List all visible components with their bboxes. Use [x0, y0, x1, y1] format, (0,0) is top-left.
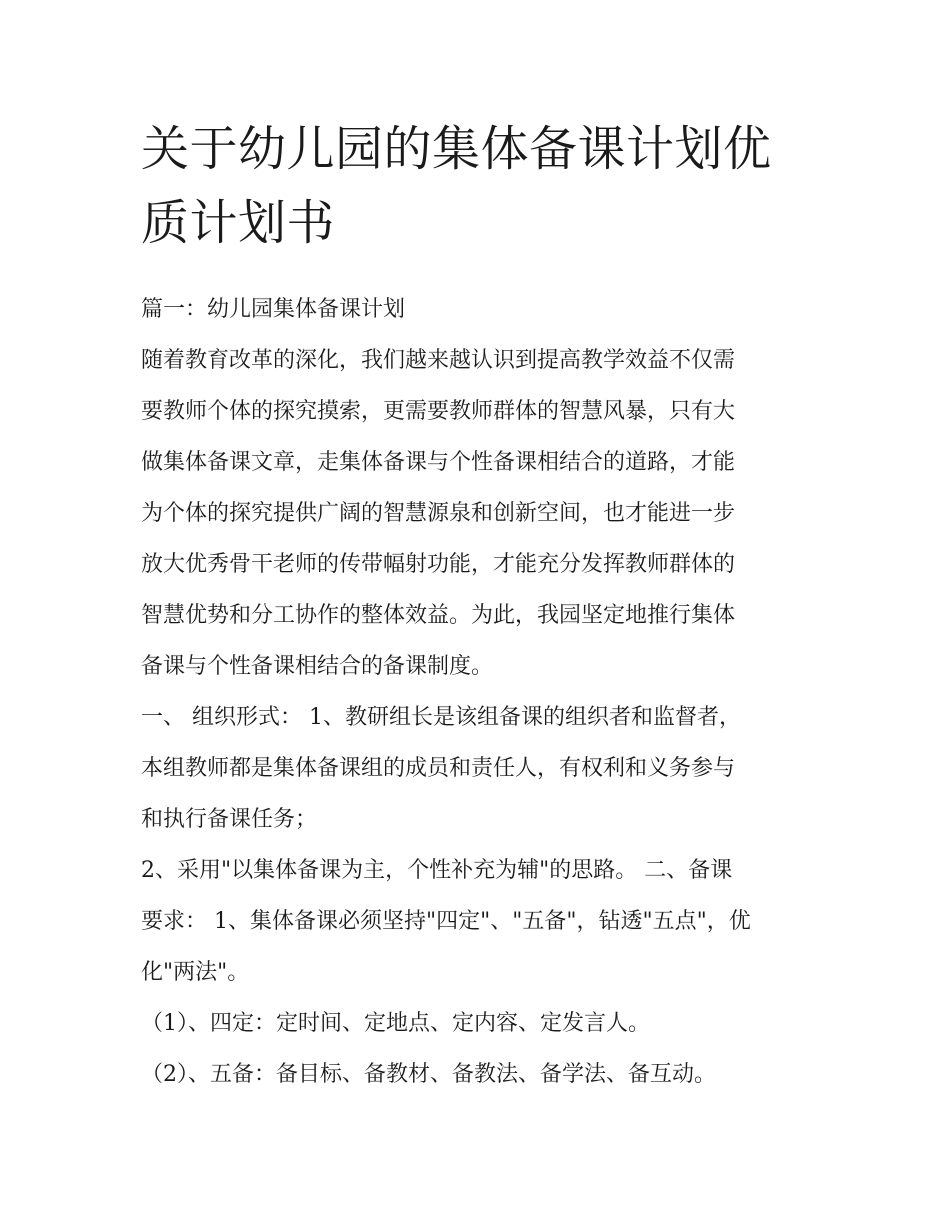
document-title — [141, 112, 821, 260]
paragraph-line: 备课与个性备课相结合的备课制度。 — [141, 654, 494, 679]
paragraph-line: 和执行备课任务； — [141, 807, 318, 832]
list-item: （2）、五备：备目标、备教材、备教法、备学法、备互动。 — [141, 1062, 716, 1087]
paragraph-line: 要求： 1、集体备课必须坚持"四定"、"五备"，钻透"五点"，优 — [141, 909, 751, 934]
paragraph-line: 智慧优势和分工协作的整体效益。为此，我园坚定地推行集体 — [141, 603, 736, 628]
paragraph-line: 化"两法"。 — [141, 960, 250, 985]
paragraph-line: 要教师个体的探究摸索，更需要教师群体的智慧风暴，只有大 — [141, 399, 736, 424]
section-heading: 篇一：幼儿园集体备课计划 — [141, 297, 406, 322]
title-line: 质计划书 — [141, 195, 336, 251]
paragraph-line: 放大优秀骨干老师的传带幅射功能，才能充分发挥教师群体的 — [141, 552, 736, 577]
paragraph-line: 本组教师都是集体备课组的成员和责任人，有权利和义务参与 — [141, 756, 736, 781]
document-body — [141, 112, 821, 1100]
title-line: 关于幼儿园的集体备课计划优 — [141, 121, 772, 177]
paragraph-line: 2、采用"以集体备课为主，个性补充为辅"的思路。 二、备课 — [141, 858, 733, 883]
paragraph-line: 随着教育改革的深化，我们越来越认识到提高教学效益不仅需 — [141, 348, 736, 373]
paragraph-line: 为个体的探究提供广阔的智慧源泉和创新空间，也才能进一步 — [141, 501, 736, 526]
paragraph-line: 做集体备课文章，走集体备课与个性备课相结合的道路，才能 — [141, 450, 736, 475]
list-item: （1）、四定：定时间、定地点、定内容、定发言人。 — [141, 1011, 650, 1036]
paragraph-line: 一、 组织形式： 1、教研组长是该组备课的组织者和监督者， — [141, 705, 741, 730]
